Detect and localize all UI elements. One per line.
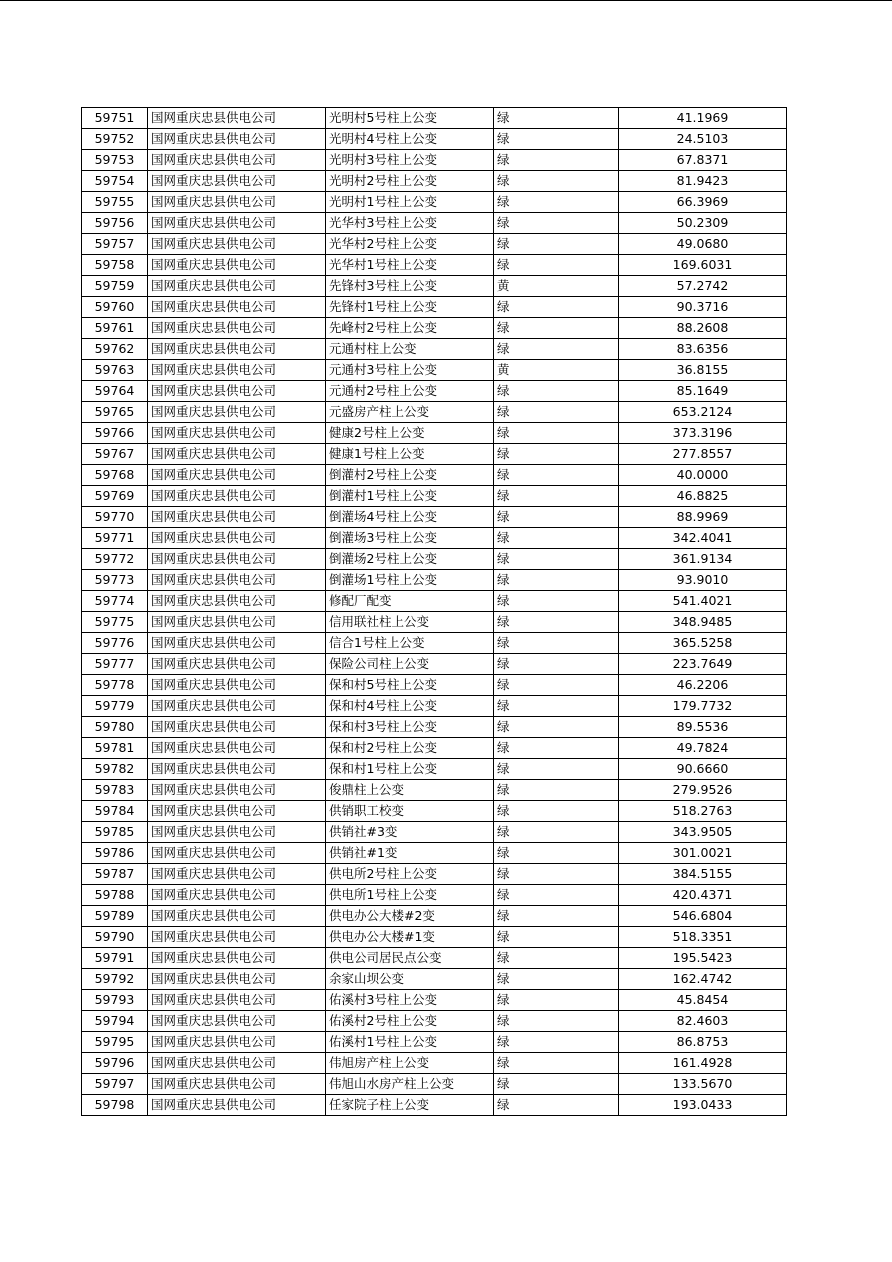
table-row xyxy=(82,927,787,948)
table-row xyxy=(82,1053,787,1074)
value-cell: 49.7824 xyxy=(619,738,787,759)
value-cell: 277.8557 xyxy=(619,444,787,465)
transformer-name-cell: 佑溪村3号柱上公变 xyxy=(326,990,494,1011)
table-row xyxy=(82,1032,787,1053)
company-cell: 国网重庆忠县供电公司 xyxy=(148,402,326,423)
status-cell: 绿 xyxy=(494,1032,619,1053)
transformer-name-cell: 修配厂配变 xyxy=(326,591,494,612)
value-cell: 81.9423 xyxy=(619,171,787,192)
value-cell: 301.0021 xyxy=(619,843,787,864)
transformer-name-cell: 倒灌场4号柱上公变 xyxy=(326,507,494,528)
status-cell: 绿 xyxy=(494,108,619,129)
status-cell: 绿 xyxy=(494,423,619,444)
table-row xyxy=(82,444,787,465)
row-id-cell: 59755 xyxy=(82,192,148,213)
row-id-cell: 59767 xyxy=(82,444,148,465)
row-id-cell: 59776 xyxy=(82,633,148,654)
value-cell: 279.9526 xyxy=(619,780,787,801)
value-cell: 518.2763 xyxy=(619,801,787,822)
transformer-name-cell: 元通村3号柱上公变 xyxy=(326,360,494,381)
row-id-cell: 59768 xyxy=(82,465,148,486)
table-row xyxy=(82,780,787,801)
company-cell: 国网重庆忠县供电公司 xyxy=(148,633,326,654)
status-cell: 绿 xyxy=(494,465,619,486)
company-cell: 国网重庆忠县供电公司 xyxy=(148,906,326,927)
status-cell: 绿 xyxy=(494,633,619,654)
status-cell: 绿 xyxy=(494,1053,619,1074)
row-id-cell: 59774 xyxy=(82,591,148,612)
status-cell: 绿 xyxy=(494,948,619,969)
status-cell: 绿 xyxy=(494,1011,619,1032)
value-cell: 518.3351 xyxy=(619,927,787,948)
row-id-cell: 59778 xyxy=(82,675,148,696)
table-row xyxy=(82,738,787,759)
status-cell: 绿 xyxy=(494,969,619,990)
row-id-cell: 59771 xyxy=(82,528,148,549)
table-row xyxy=(82,171,787,192)
transformer-name-cell: 元盛房产柱上公变 xyxy=(326,402,494,423)
value-cell: 223.7649 xyxy=(619,654,787,675)
value-cell: 90.3716 xyxy=(619,297,787,318)
table-row xyxy=(82,108,787,129)
transformer-name-cell: 光明村1号柱上公变 xyxy=(326,192,494,213)
table-row xyxy=(82,675,787,696)
transformer-name-cell: 伟旭房产柱上公变 xyxy=(326,1053,494,1074)
status-cell: 绿 xyxy=(494,318,619,339)
value-cell: 88.9969 xyxy=(619,507,787,528)
status-cell: 绿 xyxy=(494,150,619,171)
company-cell: 国网重庆忠县供电公司 xyxy=(148,969,326,990)
status-cell: 绿 xyxy=(494,339,619,360)
company-cell: 国网重庆忠县供电公司 xyxy=(148,654,326,675)
row-id-cell: 59763 xyxy=(82,360,148,381)
status-cell: 绿 xyxy=(494,885,619,906)
company-cell: 国网重庆忠县供电公司 xyxy=(148,1074,326,1095)
status-cell: 绿 xyxy=(494,381,619,402)
table-row xyxy=(82,234,787,255)
transformer-name-cell: 供电办公大楼#1变 xyxy=(326,927,494,948)
row-id-cell: 59779 xyxy=(82,696,148,717)
status-cell: 绿 xyxy=(494,234,619,255)
transformer-name-cell: 保和村5号柱上公变 xyxy=(326,675,494,696)
status-cell: 绿 xyxy=(494,612,619,633)
table-row xyxy=(82,990,787,1011)
company-cell: 国网重庆忠县供电公司 xyxy=(148,696,326,717)
transformer-name-cell: 俊鼎柱上公变 xyxy=(326,780,494,801)
value-cell: 162.4742 xyxy=(619,969,787,990)
value-cell: 36.8155 xyxy=(619,360,787,381)
row-id-cell: 59769 xyxy=(82,486,148,507)
transformer-name-cell: 元通村柱上公变 xyxy=(326,339,494,360)
transformer-name-cell: 供电所2号柱上公变 xyxy=(326,864,494,885)
table-row xyxy=(82,885,787,906)
table-row xyxy=(82,1095,787,1116)
row-id-cell: 59756 xyxy=(82,213,148,234)
table-row xyxy=(82,360,787,381)
value-cell: 546.6804 xyxy=(619,906,787,927)
table-row xyxy=(82,192,787,213)
table-row xyxy=(82,381,787,402)
status-cell: 绿 xyxy=(494,171,619,192)
status-cell: 绿 xyxy=(494,1095,619,1116)
table-row xyxy=(82,255,787,276)
company-cell: 国网重庆忠县供电公司 xyxy=(148,570,326,591)
row-id-cell: 59760 xyxy=(82,297,148,318)
value-cell: 49.0680 xyxy=(619,234,787,255)
row-id-cell: 59775 xyxy=(82,612,148,633)
company-cell: 国网重庆忠县供电公司 xyxy=(148,234,326,255)
transformer-name-cell: 光明村2号柱上公变 xyxy=(326,171,494,192)
transformer-name-cell: 光华村3号柱上公变 xyxy=(326,213,494,234)
table-row xyxy=(82,864,787,885)
value-cell: 342.4041 xyxy=(619,528,787,549)
value-cell: 161.4928 xyxy=(619,1053,787,1074)
status-cell: 绿 xyxy=(494,822,619,843)
value-cell: 40.0000 xyxy=(619,465,787,486)
status-cell: 黄 xyxy=(494,276,619,297)
value-cell: 57.2742 xyxy=(619,276,787,297)
transformer-name-cell: 保和村2号柱上公变 xyxy=(326,738,494,759)
transformer-name-cell: 供电办公大楼#2变 xyxy=(326,906,494,927)
row-id-cell: 59786 xyxy=(82,843,148,864)
table-row xyxy=(82,150,787,171)
status-cell: 绿 xyxy=(494,843,619,864)
table-row xyxy=(82,423,787,444)
company-cell: 国网重庆忠县供电公司 xyxy=(148,948,326,969)
table-row xyxy=(82,591,787,612)
company-cell: 国网重庆忠县供电公司 xyxy=(148,864,326,885)
transformer-name-cell: 余家山坝公变 xyxy=(326,969,494,990)
company-cell: 国网重庆忠县供电公司 xyxy=(148,780,326,801)
status-cell: 绿 xyxy=(494,801,619,822)
value-cell: 169.6031 xyxy=(619,255,787,276)
table-body xyxy=(82,108,787,1116)
table-row xyxy=(82,339,787,360)
table-row xyxy=(82,696,787,717)
table-row xyxy=(82,549,787,570)
company-cell: 国网重庆忠县供电公司 xyxy=(148,108,326,129)
status-cell: 绿 xyxy=(494,1074,619,1095)
value-cell: 82.4603 xyxy=(619,1011,787,1032)
value-cell: 373.3196 xyxy=(619,423,787,444)
table-row xyxy=(82,465,787,486)
value-cell: 41.1969 xyxy=(619,108,787,129)
company-cell: 国网重庆忠县供电公司 xyxy=(148,381,326,402)
transformer-name-cell: 信用联社柱上公变 xyxy=(326,612,494,633)
table-row xyxy=(82,612,787,633)
status-cell: 绿 xyxy=(494,675,619,696)
status-cell: 绿 xyxy=(494,927,619,948)
transformer-name-cell: 任家院子柱上公变 xyxy=(326,1095,494,1116)
company-cell: 国网重庆忠县供电公司 xyxy=(148,360,326,381)
row-id-cell: 59798 xyxy=(82,1095,148,1116)
row-id-cell: 59762 xyxy=(82,339,148,360)
status-cell: 绿 xyxy=(494,864,619,885)
company-cell: 国网重庆忠县供电公司 xyxy=(148,465,326,486)
transformer-name-cell: 先峰村2号柱上公变 xyxy=(326,318,494,339)
status-cell: 绿 xyxy=(494,654,619,675)
value-cell: 90.6660 xyxy=(619,759,787,780)
table-row xyxy=(82,843,787,864)
value-cell: 89.5536 xyxy=(619,717,787,738)
row-id-cell: 59751 xyxy=(82,108,148,129)
row-id-cell: 59780 xyxy=(82,717,148,738)
row-id-cell: 59754 xyxy=(82,171,148,192)
row-id-cell: 59788 xyxy=(82,885,148,906)
value-cell: 46.8825 xyxy=(619,486,787,507)
company-cell: 国网重庆忠县供电公司 xyxy=(148,444,326,465)
company-cell: 国网重庆忠县供电公司 xyxy=(148,801,326,822)
row-id-cell: 59753 xyxy=(82,150,148,171)
transformer-name-cell: 保和村4号柱上公变 xyxy=(326,696,494,717)
transformer-name-cell: 保和村3号柱上公变 xyxy=(326,717,494,738)
transformer-name-cell: 伟旭山水房产柱上公变 xyxy=(326,1074,494,1095)
transformer-name-cell: 光明村3号柱上公变 xyxy=(326,150,494,171)
table-row xyxy=(82,633,787,654)
company-cell: 国网重庆忠县供电公司 xyxy=(148,759,326,780)
company-cell: 国网重庆忠县供电公司 xyxy=(148,1053,326,1074)
company-cell: 国网重庆忠县供电公司 xyxy=(148,255,326,276)
transformer-name-cell: 倒灌村2号柱上公变 xyxy=(326,465,494,486)
status-cell: 绿 xyxy=(494,297,619,318)
company-cell: 国网重庆忠县供电公司 xyxy=(148,192,326,213)
company-cell: 国网重庆忠县供电公司 xyxy=(148,822,326,843)
status-cell: 绿 xyxy=(494,507,619,528)
row-id-cell: 59770 xyxy=(82,507,148,528)
company-cell: 国网重庆忠县供电公司 xyxy=(148,528,326,549)
row-id-cell: 59759 xyxy=(82,276,148,297)
table-row xyxy=(82,507,787,528)
company-cell: 国网重庆忠县供电公司 xyxy=(148,843,326,864)
status-cell: 绿 xyxy=(494,759,619,780)
transformer-name-cell: 光明村5号柱上公变 xyxy=(326,108,494,129)
transformer-name-cell: 供销社#1变 xyxy=(326,843,494,864)
transformer-name-cell: 健康2号柱上公变 xyxy=(326,423,494,444)
table-row xyxy=(82,654,787,675)
transformer-name-cell: 保险公司柱上公变 xyxy=(326,654,494,675)
value-cell: 93.9010 xyxy=(619,570,787,591)
row-id-cell: 59784 xyxy=(82,801,148,822)
status-cell: 绿 xyxy=(494,591,619,612)
transformer-name-cell: 倒灌村1号柱上公变 xyxy=(326,486,494,507)
row-id-cell: 59758 xyxy=(82,255,148,276)
row-id-cell: 59772 xyxy=(82,549,148,570)
table-row xyxy=(82,528,787,549)
transformer-name-cell: 元通村2号柱上公变 xyxy=(326,381,494,402)
transformer-name-cell: 倒灌场2号柱上公变 xyxy=(326,549,494,570)
company-cell: 国网重庆忠县供电公司 xyxy=(148,213,326,234)
transformer-name-cell: 先锋村3号柱上公变 xyxy=(326,276,494,297)
row-id-cell: 59783 xyxy=(82,780,148,801)
table-row xyxy=(82,402,787,423)
row-id-cell: 59766 xyxy=(82,423,148,444)
value-cell: 653.2124 xyxy=(619,402,787,423)
transformer-name-cell: 先锋村1号柱上公变 xyxy=(326,297,494,318)
transformer-name-cell: 保和村1号柱上公变 xyxy=(326,759,494,780)
company-cell: 国网重庆忠县供电公司 xyxy=(148,738,326,759)
company-cell: 国网重庆忠县供电公司 xyxy=(148,717,326,738)
company-cell: 国网重庆忠县供电公司 xyxy=(148,990,326,1011)
table-row xyxy=(82,486,787,507)
value-cell: 384.5155 xyxy=(619,864,787,885)
status-cell: 绿 xyxy=(494,906,619,927)
table-row xyxy=(82,969,787,990)
row-id-cell: 59792 xyxy=(82,969,148,990)
transformer-name-cell: 光华村2号柱上公变 xyxy=(326,234,494,255)
company-cell: 国网重庆忠县供电公司 xyxy=(148,675,326,696)
table-row xyxy=(82,570,787,591)
table-row xyxy=(82,1074,787,1095)
transformer-name-cell: 倒灌场3号柱上公变 xyxy=(326,528,494,549)
company-cell: 国网重庆忠县供电公司 xyxy=(148,339,326,360)
transformer-name-cell: 佑溪村1号柱上公变 xyxy=(326,1032,494,1053)
status-cell: 绿 xyxy=(494,549,619,570)
transformer-name-cell: 供电所1号柱上公变 xyxy=(326,885,494,906)
row-id-cell: 59796 xyxy=(82,1053,148,1074)
data-table xyxy=(81,107,787,1116)
row-id-cell: 59789 xyxy=(82,906,148,927)
value-cell: 343.9505 xyxy=(619,822,787,843)
row-id-cell: 59790 xyxy=(82,927,148,948)
status-cell: 绿 xyxy=(494,528,619,549)
row-id-cell: 59785 xyxy=(82,822,148,843)
company-cell: 国网重庆忠县供电公司 xyxy=(148,150,326,171)
row-id-cell: 59761 xyxy=(82,318,148,339)
table-row xyxy=(82,906,787,927)
value-cell: 66.3969 xyxy=(619,192,787,213)
transformer-name-cell: 光明村4号柱上公变 xyxy=(326,129,494,150)
value-cell: 541.4021 xyxy=(619,591,787,612)
value-cell: 67.8371 xyxy=(619,150,787,171)
table-row xyxy=(82,276,787,297)
table-row xyxy=(82,948,787,969)
value-cell: 86.8753 xyxy=(619,1032,787,1053)
company-cell: 国网重庆忠县供电公司 xyxy=(148,276,326,297)
status-cell: 绿 xyxy=(494,780,619,801)
row-id-cell: 59781 xyxy=(82,738,148,759)
status-cell: 绿 xyxy=(494,213,619,234)
table-row xyxy=(82,318,787,339)
table-row xyxy=(82,297,787,318)
value-cell: 361.9134 xyxy=(619,549,787,570)
company-cell: 国网重庆忠县供电公司 xyxy=(148,129,326,150)
status-cell: 绿 xyxy=(494,402,619,423)
company-cell: 国网重庆忠县供电公司 xyxy=(148,885,326,906)
row-id-cell: 59752 xyxy=(82,129,148,150)
company-cell: 国网重庆忠县供电公司 xyxy=(148,1095,326,1116)
value-cell: 365.5258 xyxy=(619,633,787,654)
row-id-cell: 59797 xyxy=(82,1074,148,1095)
row-id-cell: 59795 xyxy=(82,1032,148,1053)
status-cell: 绿 xyxy=(494,990,619,1011)
table-row xyxy=(82,717,787,738)
status-cell: 绿 xyxy=(494,570,619,591)
row-id-cell: 59777 xyxy=(82,654,148,675)
value-cell: 193.0433 xyxy=(619,1095,787,1116)
value-cell: 195.5423 xyxy=(619,948,787,969)
row-id-cell: 59757 xyxy=(82,234,148,255)
status-cell: 绿 xyxy=(494,444,619,465)
value-cell: 83.6356 xyxy=(619,339,787,360)
status-cell: 绿 xyxy=(494,192,619,213)
value-cell: 45.8454 xyxy=(619,990,787,1011)
table-row xyxy=(82,822,787,843)
status-cell: 绿 xyxy=(494,255,619,276)
company-cell: 国网重庆忠县供电公司 xyxy=(148,171,326,192)
transformer-name-cell: 供销职工校变 xyxy=(326,801,494,822)
table-row xyxy=(82,129,787,150)
company-cell: 国网重庆忠县供电公司 xyxy=(148,1032,326,1053)
value-cell: 50.2309 xyxy=(619,213,787,234)
company-cell: 国网重庆忠县供电公司 xyxy=(148,318,326,339)
table-row xyxy=(82,213,787,234)
value-cell: 88.2608 xyxy=(619,318,787,339)
value-cell: 179.7732 xyxy=(619,696,787,717)
status-cell: 黄 xyxy=(494,360,619,381)
table-row xyxy=(82,759,787,780)
company-cell: 国网重庆忠县供电公司 xyxy=(148,297,326,318)
transformer-name-cell: 供电公司居民点公变 xyxy=(326,948,494,969)
row-id-cell: 59764 xyxy=(82,381,148,402)
company-cell: 国网重庆忠县供电公司 xyxy=(148,423,326,444)
transformer-name-cell: 倒灌场1号柱上公变 xyxy=(326,570,494,591)
company-cell: 国网重庆忠县供电公司 xyxy=(148,486,326,507)
transformer-name-cell: 信合1号柱上公变 xyxy=(326,633,494,654)
company-cell: 国网重庆忠县供电公司 xyxy=(148,549,326,570)
status-cell: 绿 xyxy=(494,717,619,738)
table-row xyxy=(82,801,787,822)
status-cell: 绿 xyxy=(494,696,619,717)
company-cell: 国网重庆忠县供电公司 xyxy=(148,591,326,612)
row-id-cell: 59793 xyxy=(82,990,148,1011)
transformer-name-cell: 供销社#3变 xyxy=(326,822,494,843)
transformer-name-cell: 佑溪村2号柱上公变 xyxy=(326,1011,494,1032)
company-cell: 国网重庆忠县供电公司 xyxy=(148,612,326,633)
row-id-cell: 59787 xyxy=(82,864,148,885)
transformer-name-cell: 健康1号柱上公变 xyxy=(326,444,494,465)
value-cell: 133.5670 xyxy=(619,1074,787,1095)
value-cell: 348.9485 xyxy=(619,612,787,633)
value-cell: 46.2206 xyxy=(619,675,787,696)
table-row xyxy=(82,1011,787,1032)
company-cell: 国网重庆忠县供电公司 xyxy=(148,507,326,528)
company-cell: 国网重庆忠县供电公司 xyxy=(148,1011,326,1032)
company-cell: 国网重庆忠县供电公司 xyxy=(148,927,326,948)
status-cell: 绿 xyxy=(494,486,619,507)
status-cell: 绿 xyxy=(494,129,619,150)
row-id-cell: 59773 xyxy=(82,570,148,591)
row-id-cell: 59782 xyxy=(82,759,148,780)
value-cell: 85.1649 xyxy=(619,381,787,402)
value-cell: 420.4371 xyxy=(619,885,787,906)
page-top-border xyxy=(0,0,892,1)
transformer-name-cell: 光华村1号柱上公变 xyxy=(326,255,494,276)
status-cell: 绿 xyxy=(494,738,619,759)
row-id-cell: 59791 xyxy=(82,948,148,969)
value-cell: 24.5103 xyxy=(619,129,787,150)
row-id-cell: 59765 xyxy=(82,402,148,423)
row-id-cell: 59794 xyxy=(82,1011,148,1032)
